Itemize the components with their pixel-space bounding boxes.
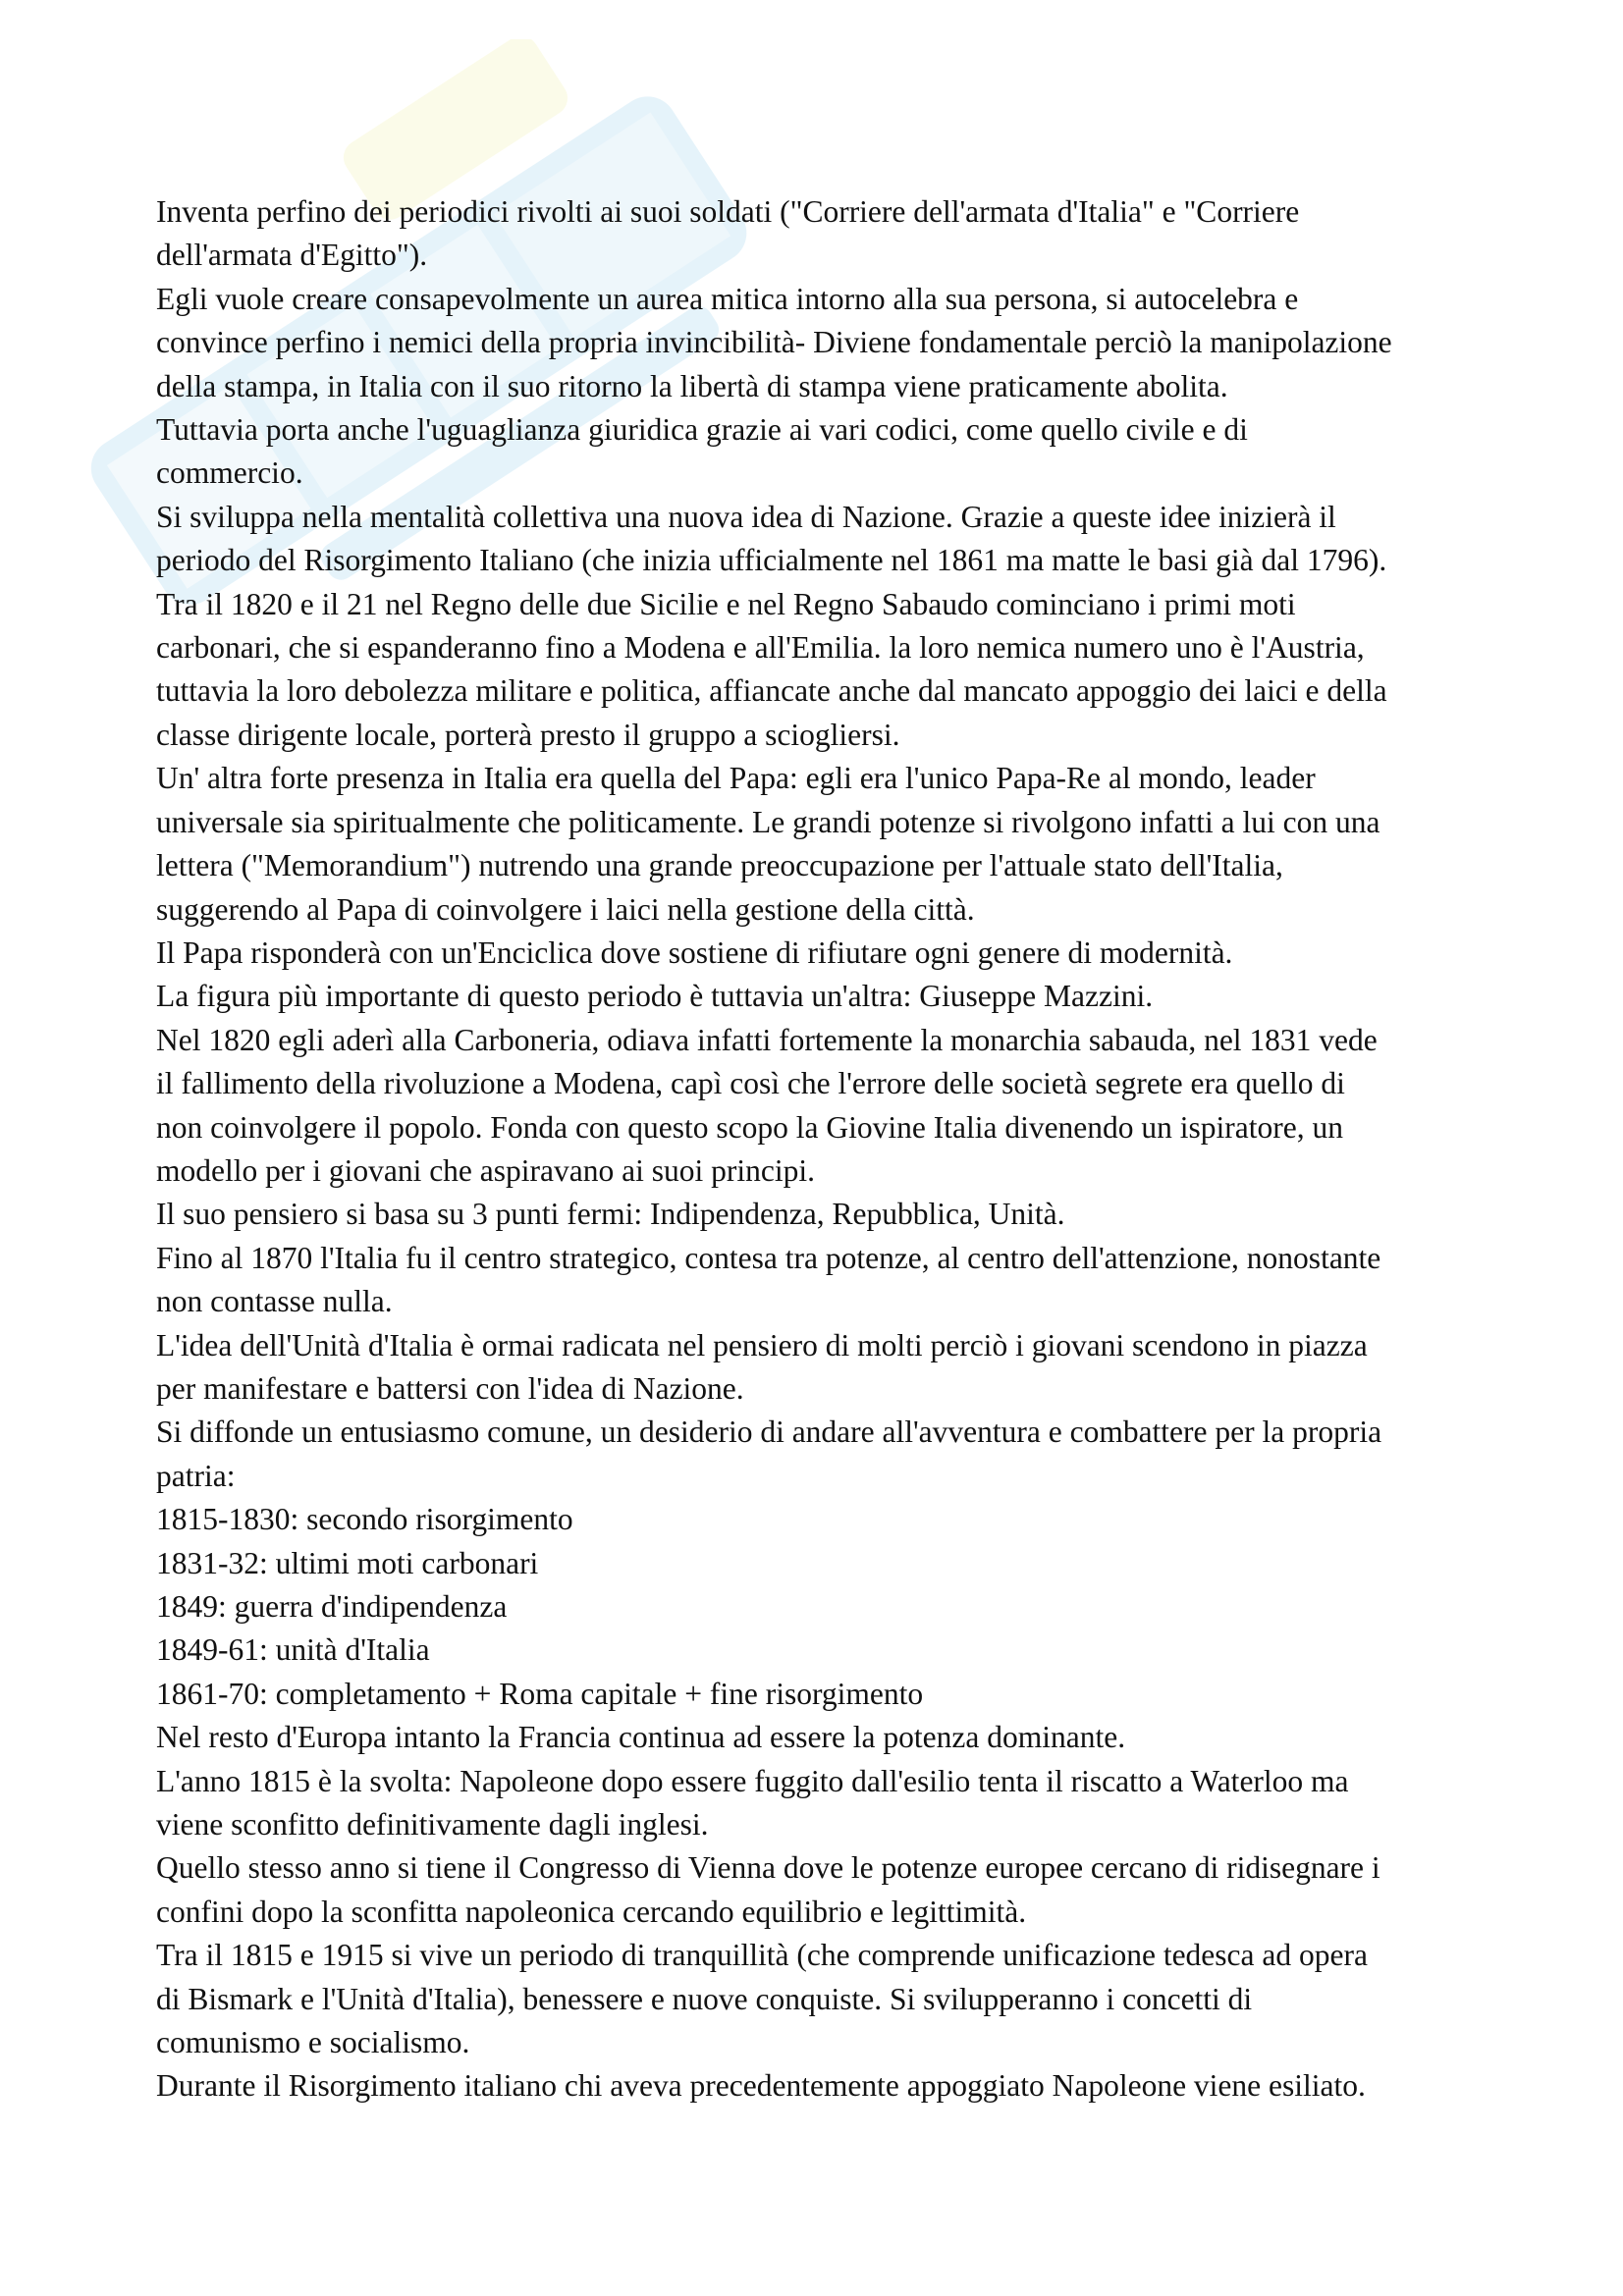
- timeline-entry: 1815-1830: secondo risorgimento: [156, 1502, 573, 1537]
- text-line: il fallimento della rivoluzione a Modena, capì così che l'errore delle società segrete era quello di: [156, 1066, 1345, 1101]
- timeline-entry: 1831-32: ultimi moti carbonari: [156, 1545, 539, 1580]
- text-line: L'idea dell'Unità d'Italia è ormai radicata nel pensiero di molti perciò i giovani scendono in piazza: [156, 1327, 1368, 1362]
- text-line: Un' altra forte presenza in Italia era quella del Papa: egli era l'unico Papa-Re al mondo, leader: [156, 761, 1316, 796]
- text-line: non contasse nulla.: [156, 1284, 393, 1319]
- text-line: convince perfino i nemici della propria invincibilità- Diviene fondamentale perciò la manipolazione: [156, 325, 1392, 360]
- document-body: [156, 190, 1531, 2109]
- text-line: Fino al 1870 l'Italia fu il centro strategico, contesa tra potenze, al centro dell'attenzione, nonostante: [156, 1240, 1381, 1275]
- text-line: tuttavia la loro debolezza militare e politica, affiancate anche dal mancato appoggio dei laici e della: [156, 673, 1387, 709]
- text-line: confini dopo la sconfitta napoleonica cercando equilibrio e legittimità.: [156, 1894, 1027, 1929]
- text-line: dell'armata d'Egitto").: [156, 238, 428, 273]
- text-line: Il Papa risponderà con un'Enciclica dove sostiene di rifiutare ogni genere di modernità.: [156, 934, 1233, 970]
- text-line: Tuttavia porta anche l'uguaglianza giuridica grazie ai vari codici, come quello civile e di: [156, 412, 1248, 448]
- text-line: L'anno 1815 è la svolta: Napoleone dopo essere fuggito dall'esilio tenta il riscatto a Waterloo ma: [156, 1763, 1349, 1798]
- text-line: della stampa, in Italia con il suo ritorno la libertà di stampa viene praticamente abolita.: [156, 368, 1228, 403]
- text-line: non coinvolgere il popolo. Fonda con questo scopo la Giovine Italia divenendo un ispiratore, un: [156, 1109, 1343, 1145]
- timeline-entry: 1861-70: completamento + Roma capitale + fine risorgimento: [156, 1676, 924, 1711]
- text-line: Si diffonde un entusiasmo comune, un desiderio di andare all'avventura e combattere per la propria: [156, 1415, 1382, 1450]
- text-line: Nel 1820 egli aderì alla Carboneria, odiava infatti fortemente la monarchia sabauda, nel 1831 vede: [156, 1022, 1378, 1057]
- text-line: Si sviluppa nella mentalità collettiva una nuova idea di Nazione. Grazie a queste idee inizierà il: [156, 499, 1336, 534]
- text-line: di Bismark e l'Unità d'Italia), benessere e nuove conquiste. Si svilupperanno i concetti di: [156, 1981, 1253, 2016]
- text-line: modello per i giovani che aspiravano ai suoi principi.: [156, 1152, 815, 1188]
- text-line: classe dirigente locale, porterà presto il gruppo a sciogliersi.: [156, 717, 900, 752]
- timeline-entry: 1849-61: unità d'Italia: [156, 1632, 430, 1668]
- text-line: Inventa perfino dei periodici rivolti ai suoi soldati ("Corriere dell'armata d'Italia" e "Corriere: [156, 194, 1300, 229]
- text-line: Nel resto d'Europa intanto la Francia continua ad essere la potenza dominante.: [156, 1720, 1126, 1755]
- text-line: Tra il 1815 e 1915 si vive un periodo di tranquillità (che comprende unificazione tedesca ad opera: [156, 1938, 1368, 1973]
- text-line: commercio.: [156, 455, 303, 491]
- text-line: patria:: [156, 1458, 236, 1493]
- text-line: Il suo pensiero si basa su 3 punti fermi: Indipendenza, Repubblica, Unità.: [156, 1197, 1065, 1232]
- text-line: periodo del Risorgimento Italiano (che inizia ufficialmente nel 1861 ma matte le basi già dal 1796).: [156, 543, 1387, 578]
- text-line: La figura più importante di questo periodo è tuttavia un'altra: Giuseppe Mazzini.: [156, 979, 1154, 1014]
- timeline-entry: 1849: guerra d'indipendenza: [156, 1589, 508, 1624]
- text-line: Egli vuole creare consapevolmente un aurea mitica intorno alla sua persona, si autocelebra e: [156, 281, 1299, 316]
- text-line: universale sia spiritualmente che politicamente. Le grandi potenze si rivolgono infatti a lui con una: [156, 804, 1380, 839]
- text-line: Tra il 1820 e il 21 nel Regno delle due Sicilie e nel Regno Sabaudo cominciano i primi moti: [156, 586, 1296, 621]
- text-line: lettera ("Memorandium") nutrendo una grande preoccupazione per l'attuale stato dell'Italia,: [156, 848, 1283, 883]
- text-line: viene sconfitto definitivamente dagli inglesi.: [156, 1807, 709, 1842]
- text-line: per manifestare e battersi con l'idea di Nazione.: [156, 1370, 744, 1406]
- text-line: suggerendo al Papa di coinvolgere i laici nella gestione della città.: [156, 891, 975, 927]
- text-line: carbonari, che si espanderanno fino a Modena e all'Emilia. la loro nemica numero uno è l'Austria,: [156, 630, 1365, 666]
- text-line: Durante il Risorgimento italiano chi aveva precedentemente appoggiato Napoleone viene esiliato.: [156, 2068, 1366, 2104]
- text-line: comunismo e socialismo.: [156, 2025, 470, 2060]
- text-line: Quello stesso anno si tiene il Congresso di Vienna dove le potenze europee cercano di ridisegnare i: [156, 1850, 1380, 1886]
